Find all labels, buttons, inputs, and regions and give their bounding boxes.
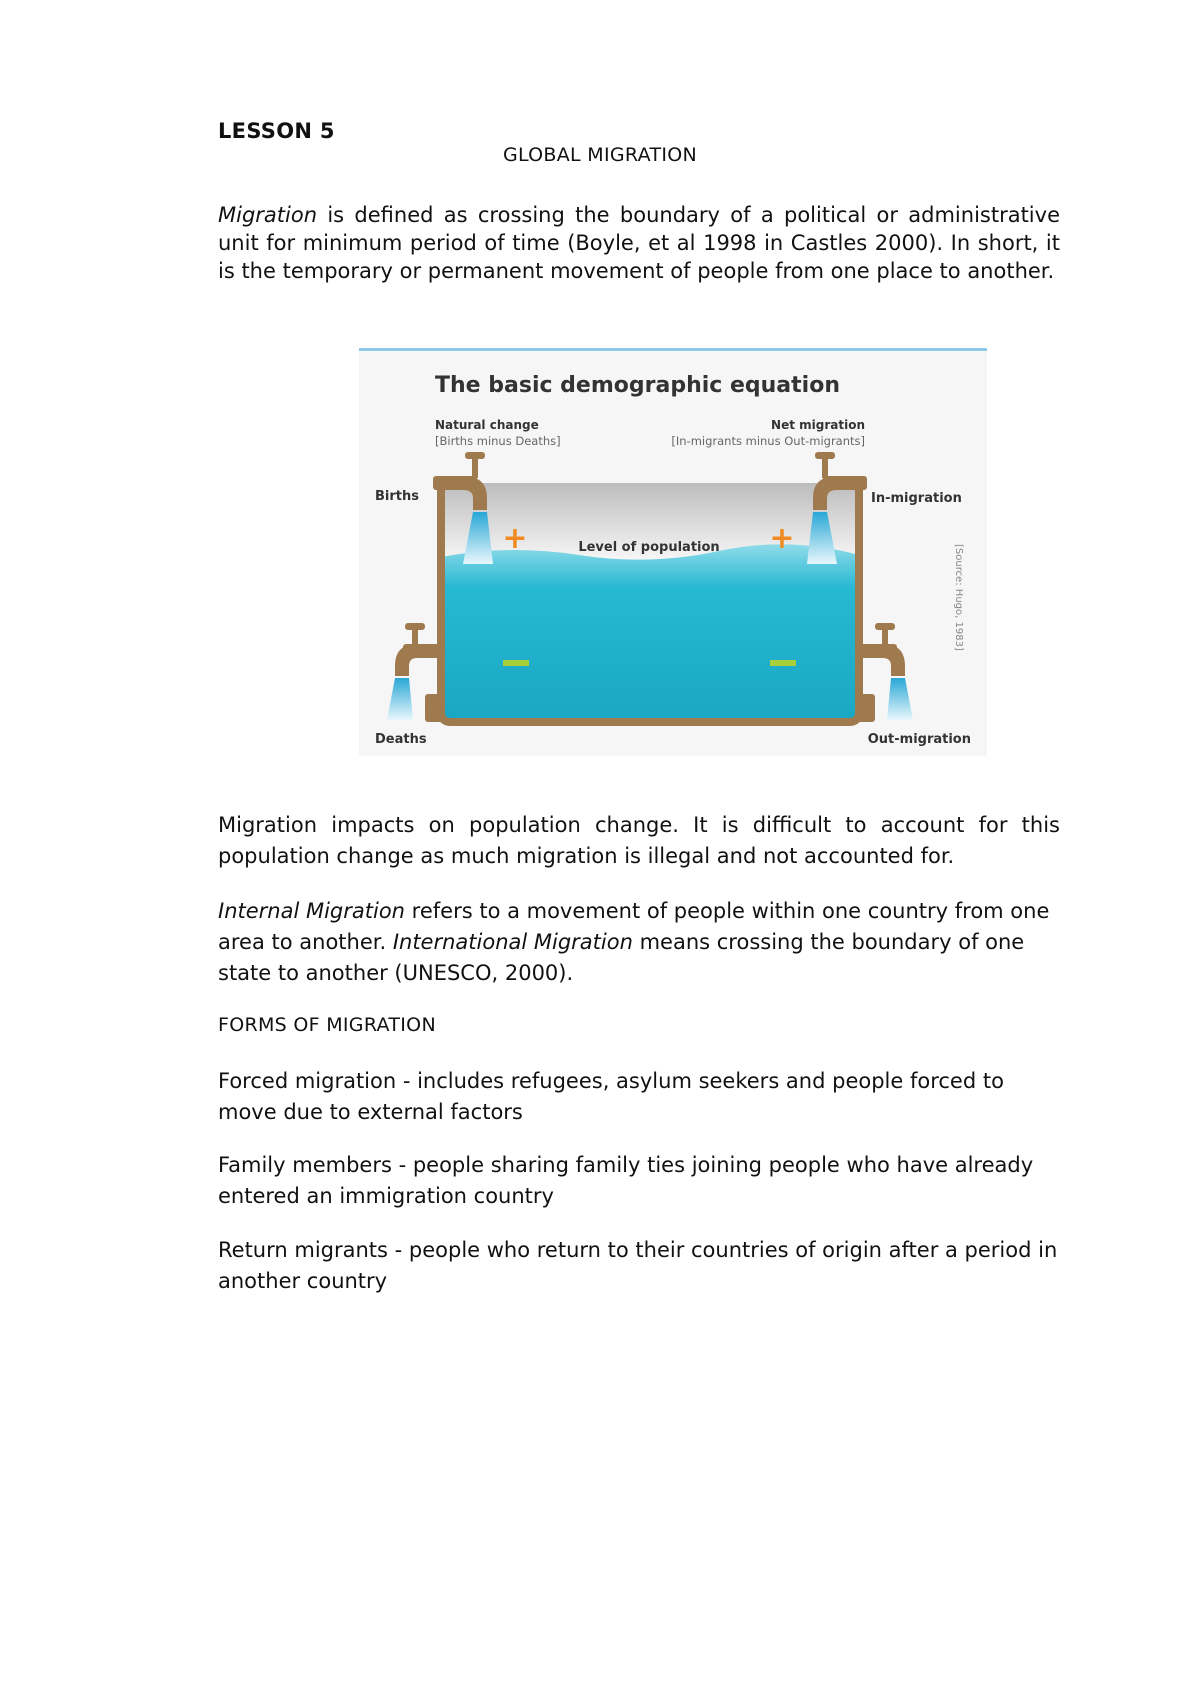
label-source: [Source: Hugo, 1983] [953, 544, 964, 651]
lesson-label: LESSON 5 [218, 119, 335, 143]
plus-icon-in-migration: + [769, 521, 795, 556]
demographic-equation-figure [359, 348, 987, 756]
tank-bracket-left [425, 694, 445, 722]
page-title: GLOBAL MIGRATION [502, 144, 698, 166]
internal-text-1: refers to a movement of people within one country from one area to another. [218, 899, 1050, 954]
label-level-of-population: Level of population [578, 540, 720, 555]
label-deaths: Deaths [375, 732, 427, 747]
tank-water [441, 544, 859, 718]
minus-icon-out-migration [770, 660, 796, 666]
impact-paragraph: Migration impacts on population change. It is difficult to account for this population change as much migration is illegal and not accounted for. [218, 813, 1060, 868]
figure-title: The basic demographic equation [435, 373, 840, 398]
tank-bracket-right [855, 694, 875, 722]
minus-icon-deaths [503, 660, 529, 666]
label-net-migration: Net migration [771, 418, 865, 432]
label-in-migration: In-migration [871, 491, 962, 506]
form-forced-migration: Forced migration - includes refugees, asylum seekers and people forced to move due to external factors [218, 1069, 1004, 1124]
definition-text: is defined as crossing the boundary of a political or administrative unit for minimum period of time (Boyle, et al 1998 in Castles 2000). In short, it is the temporary or permanent movement of people from one place to another. [218, 203, 1060, 283]
internal-text-2: means crossing the boundary of one state to another (UNESCO, 2000). [218, 930, 1025, 985]
term-internal-migration: Internal Migration [218, 899, 405, 923]
term-migration: Migration [218, 203, 318, 227]
label-natural-change: Natural change [435, 418, 539, 432]
form-return-migrants: Return migrants - people who return to their countries of origin after a period in another country [218, 1238, 1058, 1293]
label-net-migration-sub: [In-migrants minus Out-migrants] [671, 434, 865, 448]
internal-migration-paragraph [218, 896, 1060, 989]
forms-heading: FORMS OF MIGRATION [218, 1014, 436, 1036]
figure-top-rule [359, 348, 987, 351]
plus-icon-births: + [502, 521, 528, 556]
label-births: Births [375, 489, 419, 504]
definition-paragraph [218, 201, 1060, 285]
form-family-members: Family members - people sharing family ties joining people who have already entered an immigration country [218, 1153, 1034, 1208]
label-out-migration: Out-migration [867, 732, 971, 747]
term-international-migration: International Migration [392, 930, 633, 954]
label-natural-change-sub: [Births minus Deaths] [435, 434, 561, 448]
